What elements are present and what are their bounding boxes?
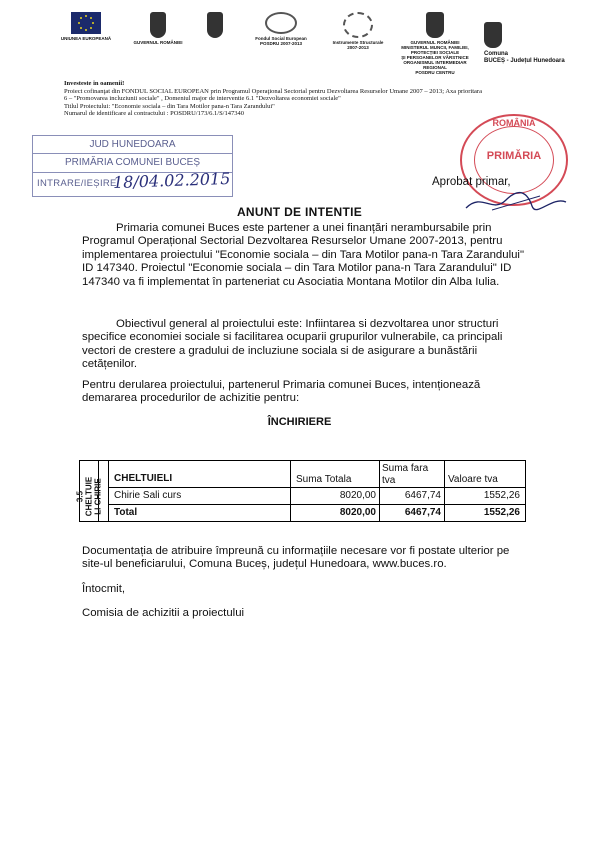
committee-label: Comisia de achizitii a proiectului <box>82 607 245 619</box>
instrumente-icon <box>343 12 373 38</box>
eu-flag-logo <box>56 12 116 41</box>
side-label-number: 3.5 <box>75 490 85 503</box>
stamp-county: JUD HUNEDOARA <box>89 139 176 150</box>
funding-statement <box>64 80 534 118</box>
fse-swirl-icon <box>265 12 297 34</box>
logo-caption: GUVERNUL ROMÂNIEI <box>133 40 183 45</box>
fse-logo <box>250 12 312 46</box>
procurement-subheading: ÎNCHIRIERE <box>267 416 332 428</box>
crest-icon <box>426 12 444 38</box>
prepared-by-label: Întocmit, <box>82 583 126 595</box>
comuna-buces-logo <box>484 22 576 66</box>
document-title: ANUNT DE INTENTIE <box>236 205 363 219</box>
logo-caption: Instrumente Structurale 2007-2013 <box>332 40 384 50</box>
crest-icon <box>150 12 166 38</box>
approval-label: Aprobat primar, <box>432 176 511 188</box>
table-header-suma-totala: Suma Totala <box>296 474 352 485</box>
eu-flag-icon <box>71 12 101 34</box>
funding-line: Investeste in oamenii! <box>64 80 125 87</box>
table-cell-total-valoare-tva: 1552,26 <box>483 507 520 518</box>
funding-line: Numarul de identificare al contractului : POSDRU/173/6.1/S/147340 <box>64 110 244 118</box>
paragraph-procurement: Pentru derularea proiectului, partenerul Primaria comunei Buces, intenționează demararea procedurilor de achizitie pentru: <box>82 379 481 405</box>
paragraph-partnership: Primaria comunei Buces este partener a unei finanțări nerambursabile prin Programul Operațional Sectorial Dezvoltarea Resurselor Umane 2007-2013, pentru implementarea proiectului "Economie sociala – din Tara Motilor pana-n Tara Zarandului" ID 147340. Proiectul "Economie sociala – din Tara Motilor pana-n Tara Zarandului" ID 147340 va fi implementat în parteneriat cu Asociatia Montana Motilor din Alba Iulia. <box>82 222 525 288</box>
table-icon-column <box>98 461 109 521</box>
stamp-handwritten-number: 18/04.02.2015 <box>112 168 231 193</box>
table-cell-total-suma-totala: 8020,00 <box>339 507 376 518</box>
table-header-suma-fara-tva: Suma fara tva <box>382 463 429 486</box>
seal-middle-text: PRIMĂRIA <box>486 150 542 162</box>
paragraph-objective: Obiectivul general al proiectului este: Infiintarea si dezvoltarea unor structuri specifice economiei sociale si facilitarea ocuparii grupurilor vulnerabile, ca principali vectori de crestere a gradului de incluziune sociala si de asigurare a bunăstării cetățenilor. <box>82 318 503 371</box>
table-cell-valoare-tva: 1552,26 <box>483 490 520 501</box>
crest-logo <box>200 12 230 38</box>
funding-line: Proiect cofinanţat din FONDUL SOCIAL EUROPEAN prin Programul Operaţional Sectorial pentru Dezvoltarea Resurselor Umane 2007 – 2013; Axa prioritara <box>64 87 482 95</box>
stamp-entry-label: INTRARE/IEȘIRE <box>37 178 117 189</box>
logo-caption: UNIUNEA EUROPEANĂ <box>60 36 112 41</box>
table-side-label-cell <box>75 461 103 521</box>
table-row-total-label: Total <box>114 507 138 518</box>
table-cell-suma-totala: 8020,00 <box>339 490 376 501</box>
funding-line: 6 – "Promovarea incluziunii sociale" , Domeniul major de interventie 6.1 "Dezvoltarea economiei sociale" <box>64 95 341 103</box>
table-header-valoare-tva: Valoare tva <box>448 474 498 485</box>
registration-stamp <box>32 135 233 197</box>
cost-table <box>75 460 526 522</box>
stamp-institution: PRIMĂRIA COMUNEI BUCEȘ <box>64 157 201 168</box>
logo-caption: Fondul Social European POSDRU 2007-2013 <box>255 36 307 46</box>
paragraph-documentation: Documentația de atribuire împreună cu informațiile necesare vor fi postate ulterior pe site-ul beneficiarului, Comuna Buceș, județul Hunedoara, www.buces.ro. <box>82 545 510 571</box>
crest-icon <box>207 12 223 38</box>
funding-line: Titlul Proiectului: "Economie sociala – din Tara Motilor pana-n Tara Zarandului" <box>64 102 275 110</box>
crest-icon <box>484 22 502 48</box>
table-cell-total-suma-fara-tva: 6467,74 <box>404 507 441 518</box>
logo-caption: Comuna BUCEȘ - Județul Hunedoara <box>484 50 565 64</box>
side-label-text: CHELTUIE <box>84 476 94 517</box>
government-crest-logo <box>130 12 186 45</box>
table-row-label: Chirie Sali curs <box>114 490 182 501</box>
side-label-text: LI CHIRIE <box>93 478 103 515</box>
table-cell-suma-fara-tva: 6467,74 <box>404 490 441 501</box>
logo-caption: GUVERNUL ROMÂNIEI MINISTERUL MUNCII, FAMILIEI, PROTECȚIEI SOCIALE ȘI PERSOANELOR VÂRSTNICE ORGANISMUL INTERMEDIAR REGIONAL POSDRU CENTRU <box>401 40 469 75</box>
instrumente-logo <box>325 12 391 50</box>
seal-top-text: ROMÂNIA <box>492 118 536 128</box>
ministry-crest-logo <box>396 12 474 75</box>
table-header-cheltuieli: CHELTUIELI <box>114 473 173 484</box>
